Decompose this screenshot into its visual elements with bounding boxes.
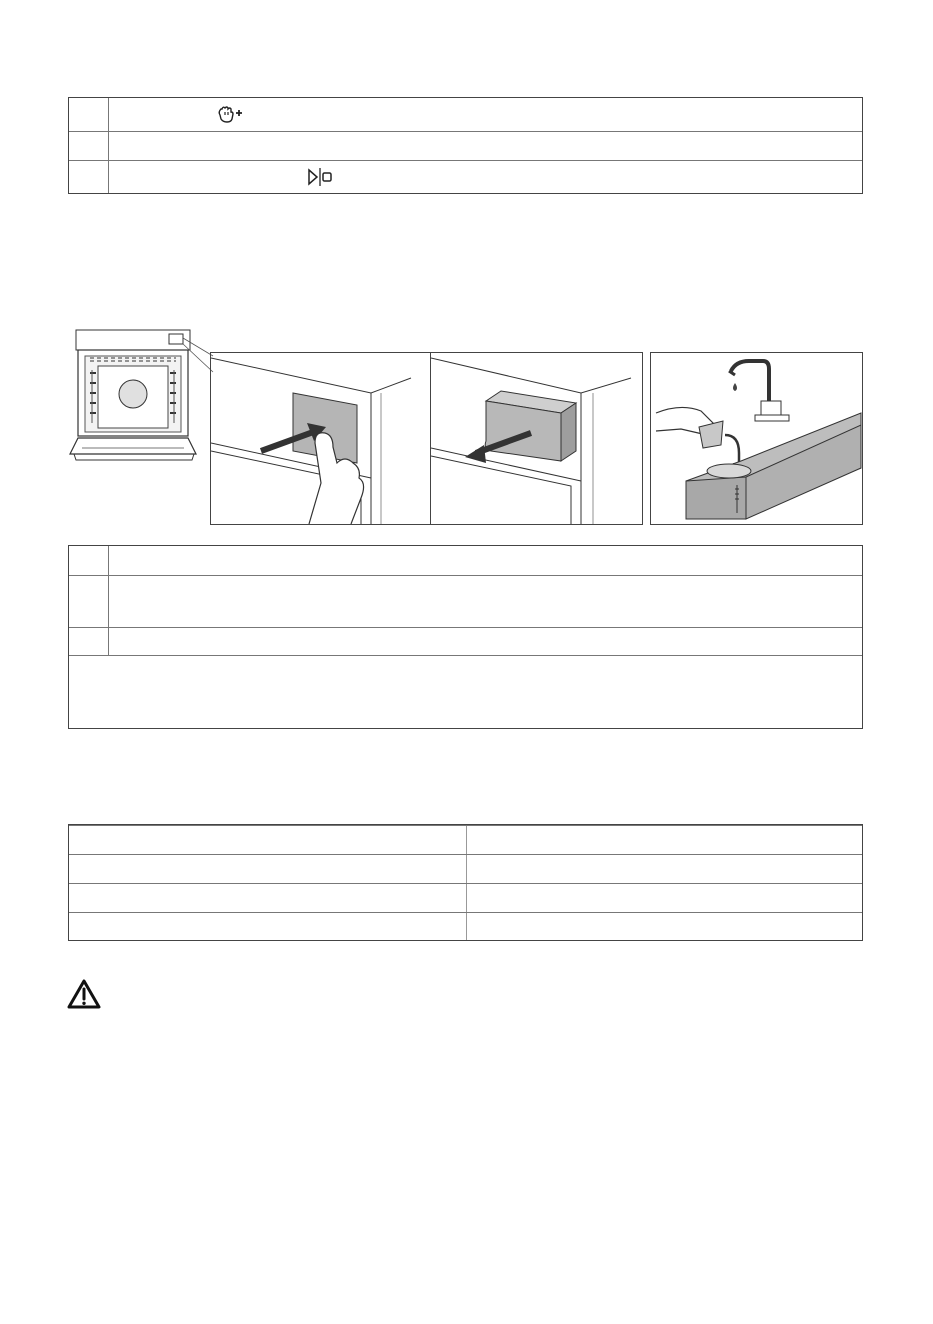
info-table	[68, 824, 863, 941]
steps-table-top	[68, 97, 863, 194]
step-content-cell	[109, 546, 862, 575]
step-content-cell	[109, 576, 862, 627]
table-row	[69, 98, 862, 131]
step-number-cell	[69, 98, 109, 131]
note-row	[69, 655, 862, 728]
table-row	[69, 575, 862, 627]
press-panel-illustration	[211, 353, 430, 524]
table-row	[69, 883, 862, 912]
step-content-cell	[109, 161, 862, 193]
table-header-row	[69, 825, 862, 854]
table-row	[69, 627, 862, 655]
step-content-cell	[109, 132, 862, 160]
table-row	[69, 854, 862, 883]
steps-table-middle	[68, 545, 863, 729]
step-number-cell	[69, 132, 109, 160]
table-row	[69, 912, 862, 940]
start-stop-icon	[306, 167, 334, 187]
step-content-cell	[109, 98, 862, 131]
pull-out-tank-illustration	[431, 353, 642, 524]
step-number-cell	[69, 161, 109, 193]
oven-overview-illustration	[68, 328, 228, 470]
table-row	[69, 131, 862, 160]
step-content-cell	[109, 628, 862, 655]
warning-triangle-icon	[66, 978, 102, 1010]
table-row	[69, 160, 862, 193]
step-number-cell	[69, 628, 109, 655]
table-row	[69, 546, 862, 575]
steam-plus-icon	[217, 106, 245, 124]
fill-tank-illustration	[650, 352, 863, 525]
tank-removal-illustration	[210, 352, 643, 525]
step-number-cell	[69, 576, 109, 627]
step-number-cell	[69, 546, 109, 575]
